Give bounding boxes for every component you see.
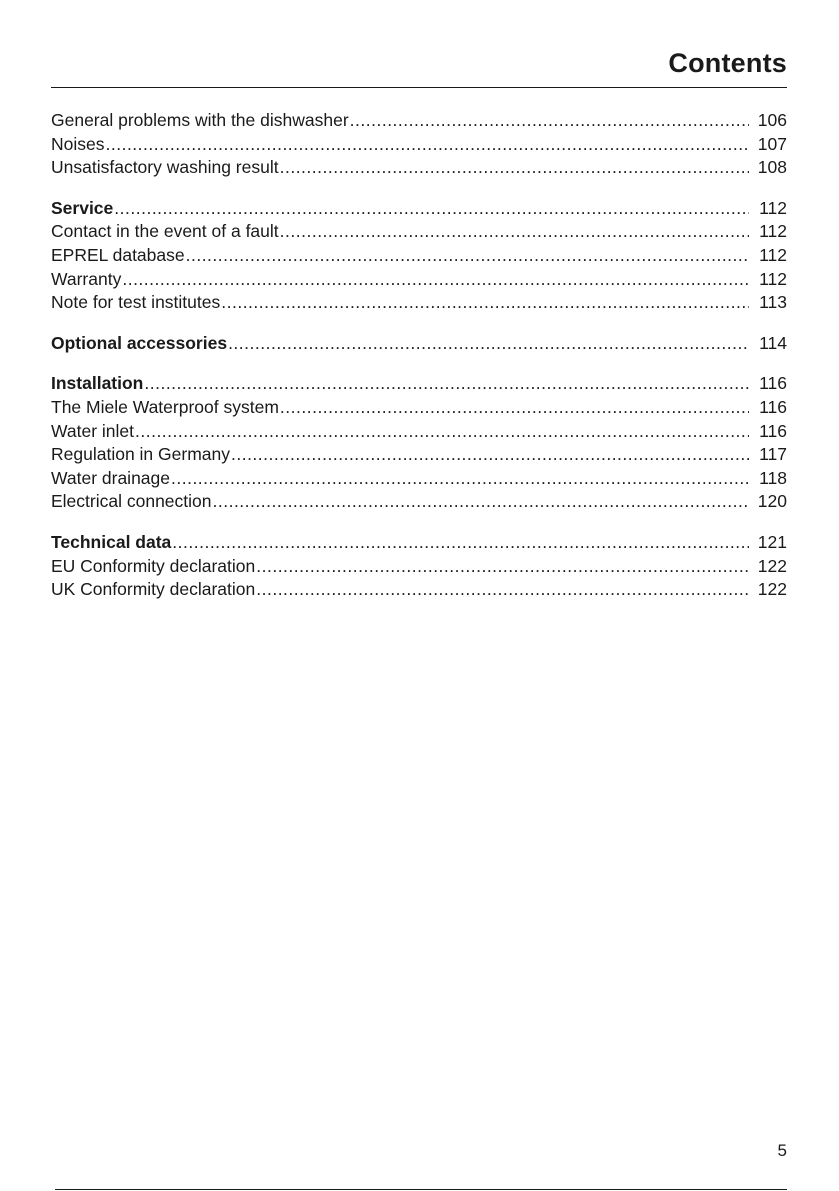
- toc-entry-label: Water inlet: [51, 420, 134, 441]
- page-number: 5: [777, 1141, 787, 1160]
- toc-entry-page: 121: [757, 531, 787, 552]
- toc-dot-leader: [256, 578, 749, 602]
- toc-group: [51, 109, 787, 180]
- page-title: Contents: [668, 48, 787, 78]
- toc-dot-leader: [280, 220, 749, 244]
- toc-entry-page: 116: [759, 420, 787, 441]
- toc-entry-page: 107: [757, 133, 787, 154]
- toc-entry-page: 120: [757, 491, 787, 512]
- toc-dot-leader: [172, 531, 749, 555]
- toc-entry[interactable]: [51, 133, 787, 157]
- toc-entry[interactable]: [51, 467, 787, 491]
- toc-entry[interactable]: [51, 156, 787, 180]
- toc-entry-page: 112: [759, 268, 787, 289]
- toc-dot-leader: [280, 156, 749, 180]
- toc-entry-page: 113: [759, 292, 787, 313]
- toc-dot-leader: [231, 443, 749, 467]
- toc-entry-label: Optional accessories: [51, 332, 228, 353]
- toc-entry-label: UK Conformity declaration: [51, 579, 256, 600]
- toc-entry[interactable]: [51, 244, 787, 268]
- toc-dot-leader: [144, 372, 749, 396]
- toc-entry-label: Warranty: [51, 268, 122, 289]
- toc-entry-label: Regulation in Germany: [51, 444, 230, 465]
- toc-entry-label: Installation: [51, 373, 144, 394]
- toc-entry-label: The Miele Waterproof system: [51, 396, 279, 417]
- toc-entry-page: 118: [759, 467, 787, 488]
- toc-entry-page: 106: [757, 110, 787, 130]
- toc-entry-page: 112: [759, 221, 787, 242]
- toc-entry-label: General problems with the dishwasher: [51, 110, 349, 130]
- toc-group: [51, 197, 787, 315]
- toc-group: [51, 531, 787, 602]
- toc-entry-label: Technical data: [51, 531, 172, 552]
- toc-dot-leader: [135, 420, 749, 444]
- toc-entry[interactable]: [51, 578, 787, 602]
- toc-entry[interactable]: [51, 396, 787, 420]
- toc-section-heading[interactable]: [51, 372, 787, 396]
- toc-entry[interactable]: [51, 268, 787, 292]
- toc-dot-leader: [350, 109, 749, 133]
- toc-dot-leader: [106, 133, 750, 157]
- toc-dot-leader: [213, 490, 750, 514]
- table-of-contents: [51, 109, 787, 619]
- toc-entry-page: 122: [757, 579, 787, 600]
- toc-group: [51, 372, 787, 514]
- toc-dot-leader: [280, 396, 749, 420]
- toc-section-heading[interactable]: [51, 531, 787, 555]
- toc-group: [51, 332, 787, 356]
- toc-entry[interactable]: [51, 555, 787, 579]
- toc-entry-page: 122: [757, 555, 787, 576]
- toc-entry-label: Service: [51, 197, 114, 218]
- toc-entry[interactable]: [51, 109, 787, 133]
- toc-entry[interactable]: [51, 490, 787, 514]
- toc-entry-label: Contact in the event of a fault: [51, 221, 279, 242]
- toc-dot-leader: [186, 244, 749, 268]
- toc-dot-leader: [228, 332, 749, 356]
- toc-section-heading[interactable]: [51, 332, 787, 356]
- title-divider: [51, 87, 787, 88]
- toc-entry-label: Water drainage: [51, 467, 170, 488]
- toc-entry[interactable]: [51, 220, 787, 244]
- toc-entry-page: 112: [759, 244, 787, 265]
- toc-entry-label: Unsatisfactory washing result: [51, 157, 279, 178]
- toc-dot-leader: [122, 268, 749, 292]
- toc-entry-label: Note for test institutes: [51, 292, 221, 313]
- toc-entry[interactable]: [51, 420, 787, 444]
- toc-dot-leader: [256, 555, 749, 579]
- bottom-divider: [55, 1189, 787, 1190]
- toc-entry-label: Noises: [51, 133, 105, 154]
- toc-entry[interactable]: [51, 291, 787, 315]
- toc-entry-page: 117: [759, 444, 787, 465]
- toc-dot-leader: [171, 467, 749, 491]
- toc-entry-label: EU Conformity declaration: [51, 555, 256, 576]
- toc-entry-page: 114: [759, 332, 787, 353]
- toc-entry-page: 112: [759, 197, 787, 218]
- toc-entry-page: 116: [759, 396, 787, 417]
- toc-entry-page: 116: [759, 373, 787, 394]
- toc-entry-label: EPREL database: [51, 244, 185, 265]
- toc-entry-page: 108: [757, 157, 787, 178]
- toc-section-heading[interactable]: [51, 197, 787, 221]
- toc-dot-leader: [221, 291, 749, 315]
- toc-entry-label: Electrical connection: [51, 491, 212, 512]
- toc-entry[interactable]: [51, 443, 787, 467]
- toc-dot-leader: [114, 197, 749, 221]
